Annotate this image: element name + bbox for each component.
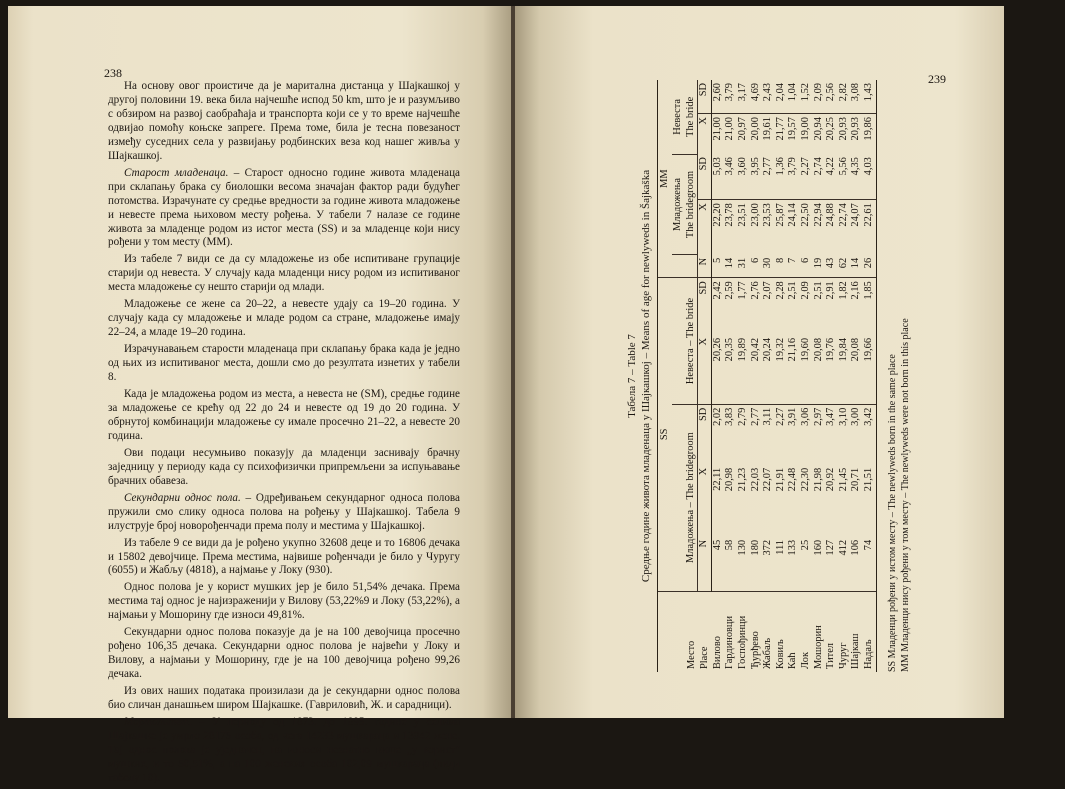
paragraph-text: Из табеле 9 се види да је рођено укупно 32608 деце и то 16806 дечака и 15802 девојчице. Према местима, највише рођенчади је било у Чуругу (6055) и Жабљу (4818), а најмање у Локу (930).	[108, 536, 460, 577]
table-cell: 3,83	[724, 407, 736, 426]
column-label: SD	[698, 154, 712, 200]
column-label: SD	[698, 80, 712, 114]
table-cell: 2,16	[850, 281, 862, 300]
table-cell: 3,95	[750, 154, 763, 200]
paragraph	[108, 298, 460, 340]
paragraph	[108, 343, 460, 385]
table-cell: 20,26	[711, 335, 724, 404]
paragraph-text: Из ових наших података произилази да је секундарни однос полова био сличан данашњем широм Шајкашке. (Гавриловић, Ж. и сарадници).	[108, 685, 460, 712]
paragraph-text: На основу овог проистиче да је маритална дистанца у Шајкашкој у другој половини 19. века била најчешће испод 50 km, што је и разумљиво с обзиром на развој саобраћаја и транспорта који се у то време најчешће одвијао помоћу коњске запреге. Према томе, била је тесна повезаност између суседних села у развијању родбинских веза код нашег живља у Шајкашкој.	[108, 80, 460, 162]
column-label: SD	[698, 404, 712, 465]
table-cell: 160	[813, 537, 826, 591]
table-cell: 20,00	[749, 117, 761, 141]
table-cell: 5	[711, 255, 724, 278]
table-cell: 2,76	[749, 281, 761, 300]
table-cell: 74	[863, 537, 876, 591]
table-cell: 21,00	[724, 117, 736, 141]
table-caption-subtitle: Средње године живота младенаца у Шајкашкој – Means of age for newlyweds in Šajkaška	[640, 169, 652, 583]
paragraph	[108, 716, 460, 786]
table-cell: 3,10	[837, 407, 849, 426]
table-cell: 2,91	[825, 281, 837, 300]
paragraph	[108, 537, 460, 579]
table-cell: 5,56	[838, 154, 851, 200]
table-cell: 2,42	[711, 281, 723, 300]
table-cell: 23,00	[749, 203, 761, 227]
table-cell: 19	[813, 255, 826, 278]
age-table	[657, 80, 877, 672]
paragraph	[108, 80, 460, 164]
table-cell: 20,42	[750, 335, 763, 404]
table-cell: 2,02	[711, 407, 723, 426]
table-cell: 45	[711, 537, 724, 591]
table-cell: 19,86	[863, 114, 876, 155]
table-cell: 1,52	[800, 80, 813, 114]
table-cell: 2,09	[813, 80, 826, 114]
table-row	[850, 80, 863, 672]
table-cell: 3,08	[850, 80, 863, 114]
table-cell: 2,51	[812, 281, 824, 300]
table-cell: 2,82	[838, 80, 851, 114]
table-cell: 2,59	[724, 281, 736, 300]
table-cell: 2,28	[774, 281, 786, 300]
table-cell: 20,98	[724, 467, 736, 492]
table-cell: 2,51	[787, 281, 799, 300]
table-cell: 20,08	[813, 335, 826, 404]
place-cell: Шајкаш	[850, 633, 862, 669]
column-labels-row	[698, 80, 712, 672]
table-cell: 21,77	[774, 117, 786, 141]
table-cell: 22,11	[711, 467, 723, 491]
paragraph	[108, 167, 460, 251]
paragraph-text: Израчунавањем старости младенаца при склапању брака када је једно од њих из испитиваног места, дошли смо до резултата изнетих у табели 8.	[108, 343, 460, 384]
table-cell: 3,91	[787, 407, 799, 426]
paragraph-text: – Одређивањем секундарног односа полова пружили смо слику односа полова на рођењу у Шајкашкој. Табела 9 илуструје број новорођенчади према полу и местима у Шајкашкој.	[108, 491, 460, 532]
table-cell: 20,94	[812, 117, 824, 141]
table-cell: 20,35	[724, 335, 737, 404]
table-cell: 2,07	[762, 281, 774, 300]
table-cell: 24,88	[825, 203, 837, 227]
table-cell: 22,07	[762, 467, 774, 492]
table-cell: 2,97	[812, 407, 824, 426]
table-cell: 23,53	[762, 203, 774, 227]
paragraph	[108, 492, 460, 534]
table-cell: 106	[850, 537, 863, 591]
table-cell: 3,79	[787, 154, 800, 200]
column-label: N	[698, 255, 712, 278]
table-cell: 22,20	[711, 203, 723, 227]
table-row	[775, 80, 788, 672]
footnote-mm: MM Младенци нису рођени у том месту – The newlyweds were not born in this place	[899, 318, 911, 672]
place-cell: Вилово	[711, 636, 723, 669]
table-cell: 24,14	[787, 203, 799, 227]
table-cell: 20,08	[850, 335, 863, 404]
table-cell: 6	[800, 255, 813, 278]
table-cell: 21,45	[837, 467, 849, 492]
table-cell: 3,47	[825, 407, 837, 426]
table-cell: 1,36	[775, 154, 788, 200]
table-cell: 19,57	[787, 117, 799, 141]
place-cell: Госпођинци	[736, 615, 748, 669]
table-cell: 26	[863, 255, 876, 278]
table-cell: 19,60	[800, 335, 813, 404]
table-cell: 3,79	[724, 80, 737, 114]
table-cell: 19,66	[863, 335, 876, 404]
place-header: Место Place	[658, 591, 712, 672]
table-cell: 3,00	[850, 407, 862, 426]
table-cell: 21,00	[711, 117, 723, 141]
paragraph-text: – У периоду од 1873. до 1895. године у селима Шајкашке је умрло 28175 особа, од чега 14233 мушкараца и 13942 жене. Тај однос полова је уједначен, па износи незнатно више „у корист" мушких, и то 50,51%, а на 100 женских особа 102,09 мушкараца (види табелу 10).	[108, 715, 460, 784]
table-cell: 19,76	[825, 335, 838, 404]
place-cell: Чуруг	[837, 642, 849, 669]
table-row	[787, 80, 800, 672]
place-cell: Каћ	[787, 652, 799, 669]
table-cell: 2,27	[800, 154, 813, 200]
table-cell: 1,85	[863, 278, 876, 335]
table-row	[750, 80, 763, 672]
table-cell: 21,51	[863, 465, 876, 537]
table-cell: 14	[850, 255, 863, 278]
table-cell: 21,98	[812, 467, 824, 492]
table-cell: 20,24	[762, 335, 775, 404]
table-cell: 22,03	[749, 467, 761, 492]
table-cell: 133	[787, 537, 800, 591]
table-cell: 22,50	[799, 203, 811, 227]
table-cell: 111	[775, 537, 788, 591]
table-cell: 6	[750, 255, 763, 278]
table-cell: 21,91	[774, 467, 786, 492]
table-cell: 21,16	[787, 335, 800, 404]
table-caption-title: Табела 7 – Table 7	[626, 334, 638, 418]
table-cell: 22,48	[787, 467, 799, 492]
table-cell: 22,61	[863, 200, 876, 255]
place-cell: Лок	[799, 651, 811, 669]
left-page	[8, 6, 513, 784]
table-cell: 5,03	[711, 154, 724, 200]
paragraph-text: – Старост односно године живота младенаца при склапању брака су биолошки весома значајан фактор ради будућег потомства. Израчунате су средње вредности за године живота младожење и невесте према њиховом месту рођења. У табели 7 налазе се године живота за младенце родом из истог места (SS) и за младенце који нису рођени у том месту (MM).	[108, 166, 460, 249]
table-cell: 23,78	[724, 203, 736, 227]
table-cell: 2,74	[813, 154, 826, 200]
table-cell: 3,17	[737, 80, 750, 114]
table-cell: 3,46	[724, 154, 737, 200]
table-cell: 22,94	[812, 203, 824, 227]
mm-groom-header: Младожења The bridegroom	[672, 154, 698, 255]
table-cell: 2,79	[736, 407, 748, 426]
table-cell: 20,93	[837, 117, 849, 141]
column-label: N	[698, 537, 712, 591]
table-cell: 1,77	[736, 281, 748, 300]
table-cell: 127	[825, 537, 838, 591]
table-row	[800, 80, 813, 672]
table-cell: 372	[762, 537, 775, 591]
table-cell: 30	[762, 255, 775, 278]
table-cell: 2,77	[762, 154, 775, 200]
paragraph-text: Из табеле 7 види се да су младожење из обе испитиване групације старији од невеста. У случају када младенци нису родом из испитиваног места младожење су нешто старији од млади.	[108, 253, 460, 294]
book-spread	[8, 6, 1004, 784]
table-cell: 1,04	[787, 80, 800, 114]
section-heading: Морталитет.	[124, 715, 193, 728]
table-cell: 58	[724, 537, 737, 591]
paragraph-text: Ови подаци несумњиво показују да младенци заснивају брачну заједницу у периоду када су психофизички припремљени за испуњавање брачних обавеза.	[108, 446, 460, 487]
ss-bride-header: Невеста – The bride	[672, 278, 698, 404]
mm-bride-header: Невеста The bride	[672, 80, 698, 154]
table-cell: 22,30	[799, 467, 811, 492]
table-cell: 19,61	[762, 117, 774, 141]
table-cell: 1,43	[863, 80, 876, 114]
table-cell: 25,87	[774, 203, 786, 227]
table-cell: 7	[787, 255, 800, 278]
table-cell: 2,04	[775, 80, 788, 114]
column-label: X	[698, 114, 712, 155]
column-label: X	[698, 200, 712, 255]
place-cell: Ковиљ	[774, 639, 786, 669]
paragraph	[108, 626, 460, 682]
paragraph	[108, 581, 460, 623]
table-cell: 2,43	[762, 80, 775, 114]
table-cell: 24,07	[850, 203, 862, 227]
paragraph-text: Младожење се жене са 20–22, а невесте удају са 19–20 година. У случају када су младожење и младе родом са стране, младожење имају 22–24, а младе 19–20 година.	[108, 298, 460, 339]
column-label: X	[698, 335, 712, 404]
table-cell: 19,32	[775, 335, 788, 404]
table-cell: 21,23	[736, 467, 748, 492]
table-cell: 2,77	[749, 407, 761, 426]
table-cell: 3,42	[863, 404, 876, 465]
table-cell: 1,82	[837, 281, 849, 300]
table-cell: 4,22	[825, 154, 838, 200]
column-label: X	[698, 465, 712, 537]
table-row	[825, 80, 838, 672]
paragraph	[108, 447, 460, 489]
page-number-right: 239	[928, 72, 946, 86]
paragraph	[108, 685, 460, 713]
table-cell: 2,60	[711, 80, 724, 114]
table-row	[711, 80, 724, 672]
table-cell: 2,27	[774, 407, 786, 426]
table-cell: 19,84	[838, 335, 851, 404]
right-page	[515, 6, 1004, 718]
table-cell: 2,56	[825, 80, 838, 114]
table-row	[838, 80, 851, 672]
group-ss-header: SS	[658, 278, 673, 591]
table-cell: 180	[750, 537, 763, 591]
section-heading: Старост младенаца.	[124, 166, 229, 179]
group-mm-header: MM	[658, 80, 673, 278]
table-row	[762, 80, 775, 672]
table-cell: 3,06	[799, 407, 811, 426]
paragraph	[108, 253, 460, 295]
table-cell: 20,92	[825, 467, 837, 492]
table-caption	[625, 76, 653, 676]
table-cell: 43	[825, 255, 838, 278]
table-cell: 4,69	[750, 80, 763, 114]
table-row	[724, 80, 737, 672]
table-cell: 20,71	[850, 467, 862, 492]
ss-groom-header: Младожења – The bridegroom	[672, 404, 698, 591]
table-cell: 3,60	[737, 154, 750, 200]
place-cell: Жабаљ	[762, 637, 774, 669]
table-cell: 412	[838, 537, 851, 591]
table-cell: 20,93	[850, 117, 862, 141]
paragraph-text: Када је младожења родом из места, а невеста не (SM), средње године за младожење се крећу од 22 до 24 и невесте од 19 до 20 година. У обрнутој комбинацији младожење су имале просечно 21–22, а невесте 20 година.	[108, 388, 460, 442]
paragraph	[108, 388, 460, 444]
table-cell: 4,35	[850, 154, 863, 200]
page-number-left: 238	[104, 66, 122, 80]
table-footnotes	[886, 76, 912, 676]
table-cell: 8	[775, 255, 788, 278]
footnote-ss: SS Младенци рођени у истом месту – The newlyweds born in the same place	[886, 354, 898, 672]
table-cell: 19,00	[799, 117, 811, 141]
table-cell: 20,97	[736, 117, 748, 141]
section-heading: Секундарни однос пола.	[124, 491, 241, 504]
table-cell: 25	[800, 537, 813, 591]
table-cell: 31	[737, 255, 750, 278]
left-page-text	[108, 80, 460, 789]
table-cell: 22,74	[837, 203, 849, 227]
table-cell: 62	[838, 255, 851, 278]
table-cell: 4,03	[863, 154, 876, 200]
table-row	[813, 80, 826, 672]
table-cell: 3,11	[762, 407, 774, 426]
table-cell: 19,89	[737, 335, 750, 404]
paragraph-text: Секундарни однос полова показује да је на 100 девојчица просечно рођено 106,35 дечака. Секундарни однос полова је највећи у Локу и Вилову, а најмањи у Мошорину, где је на 100 девојчица рођено 99,26 дечака.	[108, 626, 460, 681]
table-cell: 130	[737, 537, 750, 591]
table-cell: 2,09	[799, 281, 811, 300]
table-cell: 14	[724, 255, 737, 278]
table-cell: 23,51	[736, 203, 748, 227]
place-cell: Гардиновци	[724, 615, 736, 669]
column-label: SD	[698, 278, 712, 335]
place-cell: Тител	[825, 643, 837, 669]
table-cell: 20,25	[825, 117, 837, 141]
table-7-rotated	[625, 76, 1065, 676]
table-row	[737, 80, 750, 672]
place-cell: Мошорин	[812, 625, 824, 669]
paragraph-text: Однос полова је у корист мушких јер је било 51,54% дечака. Према местима тај однос је најизраженији у Вилову (53,22%9 и Локу (53,22%), а најмањи у Мошорину где износи 49,81%.	[108, 581, 460, 622]
place-cell: Ђурђево	[749, 631, 761, 669]
place-cell: Надаљ	[863, 591, 876, 672]
table-row	[863, 80, 876, 672]
